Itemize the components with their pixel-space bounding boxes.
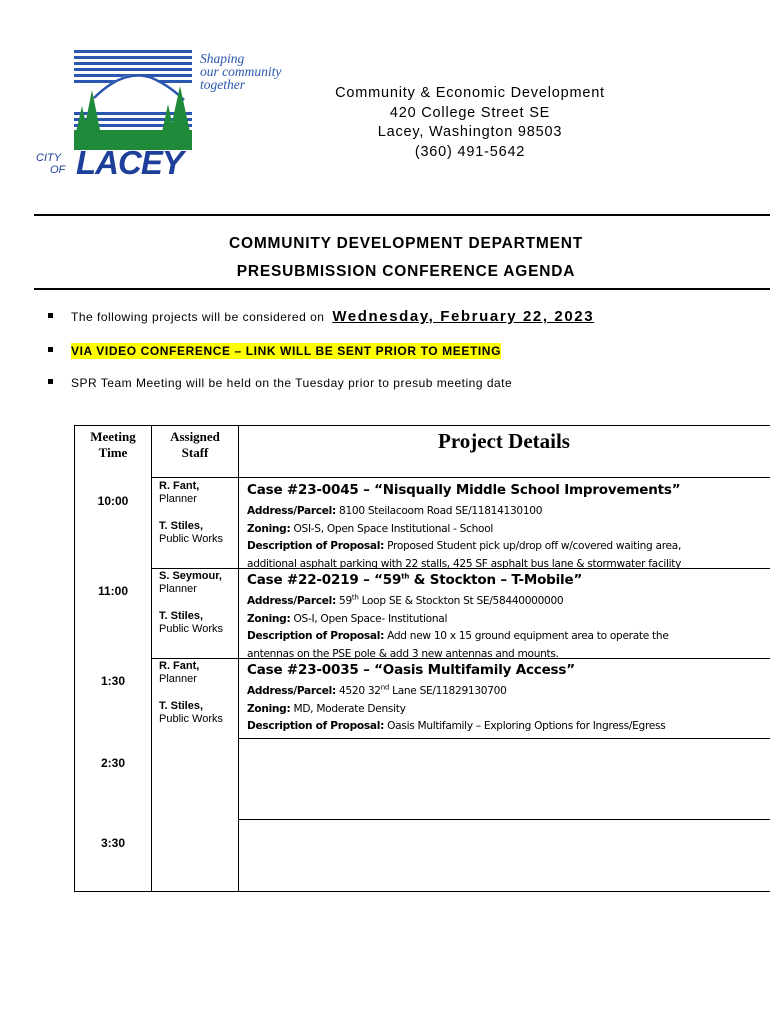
staff-name: T. Stiles,: [159, 700, 204, 712]
project-details: [247, 571, 767, 663]
tagline-line: Shaping: [200, 51, 245, 66]
address-line: 420 College Street SE: [389, 104, 551, 121]
staff-name: T. Stiles,: [159, 610, 204, 622]
zoning: [247, 611, 767, 629]
header-divider: [34, 214, 770, 216]
staff-name: T. Stiles,: [159, 520, 204, 532]
bullet-square-icon: [48, 379, 53, 384]
field-value: Add new 10 x 15 ground equipment area to operate the: [387, 630, 669, 642]
field-label: Address/Parcel:: [247, 685, 336, 697]
meeting-date: Wednesday, February 22, 2023: [332, 308, 595, 325]
row-divider: [238, 738, 770, 739]
project-details: [247, 661, 767, 736]
tagline-line: together: [200, 77, 245, 92]
address-parcel: [247, 683, 767, 701]
proposal-description-cont: additional asphalt parking with 22 stalls, 425 SF asphalt bus lane & stormwater facility: [247, 557, 682, 570]
staff-role: Public Works: [159, 623, 223, 635]
meeting-date-note: [48, 308, 594, 325]
title-divider: [34, 288, 770, 290]
note-text: The following projects will be considered on: [71, 310, 325, 324]
agenda-table: [74, 425, 770, 892]
assigned-staff-header: [153, 429, 237, 461]
project-details-header: Project Details: [438, 429, 570, 453]
logo-city-of: [36, 152, 65, 176]
field-label: Zoning:: [247, 702, 291, 715]
field-label: Description of Proposal:: [247, 720, 385, 732]
header-text: Meeting: [90, 429, 136, 444]
field-value: Lane SE/11829130700: [389, 685, 507, 697]
meeting-time: 11:00: [97, 584, 129, 598]
assigned-staff: [159, 570, 223, 636]
field-value: Loop SE & Stockton St SE/58440000000: [358, 595, 564, 607]
city-logo: [36, 48, 298, 184]
field-value: OS-I, Open Space- Institutional: [293, 612, 448, 625]
address-parcel: [247, 593, 767, 611]
assigned-staff: [159, 660, 223, 726]
header-row-divider: [151, 477, 770, 478]
proposal-description: [247, 718, 767, 736]
header-text: Time: [98, 445, 128, 460]
staff-role: Public Works: [159, 533, 223, 545]
note-text: SPR Team Meeting will be held on the Tuesday prior to presub meeting date: [71, 376, 513, 390]
staff-name: R. Fant,: [159, 480, 200, 492]
field-value: OSI-S, Open Space Institutional - School: [293, 522, 494, 535]
team-meeting-note: [48, 376, 512, 390]
staff-role: Planner: [159, 673, 197, 685]
field-value: 59: [339, 595, 352, 607]
meeting-time: 1:30: [100, 674, 126, 688]
staff-role: Planner: [159, 583, 197, 595]
header-text: Assigned: [170, 429, 220, 444]
address-line: Lacey, Washington 98503: [377, 124, 563, 140]
meeting-time-header: [75, 429, 151, 461]
case-title: Case #23-0035 – “Oasis Multifamily Access”: [247, 662, 575, 678]
meeting-time: 3:30: [100, 836, 126, 850]
staff-role: Public Works: [159, 713, 223, 725]
bullet-square-icon: [48, 313, 53, 318]
row-divider: [238, 819, 770, 820]
field-value: 4520 32: [339, 685, 381, 697]
proposal-description-cont: antennas on the PSE pole & add 3 new antennas and mounts.: [247, 647, 559, 660]
ordinal-suffix: th: [351, 593, 359, 602]
department-title: COMMUNITY DEVELOPMENT DEPARTMENT: [229, 235, 583, 252]
field-label: Address/Parcel:: [247, 505, 336, 517]
case-title-text: & Stockton – T-Mobile”: [409, 572, 583, 588]
field-value: Proposed Student pick up/drop off w/covered waiting area,: [387, 540, 682, 552]
logo-tagline: [200, 52, 281, 91]
field-value: 8100 Steilacoom Road SE/11814130100: [339, 505, 543, 517]
staff-name: R. Fant,: [159, 660, 200, 672]
assigned-staff: [159, 480, 223, 546]
ordinal-suffix: th: [401, 572, 410, 581]
field-label: Address/Parcel:: [247, 595, 336, 607]
field-value: Oasis Multifamily – Exploring Options for Ingress/Egress: [387, 720, 666, 732]
case-title-text: Case #22-0219 – “59: [247, 572, 402, 588]
address-parcel: [247, 503, 767, 521]
field-value: MD, Moderate Density: [293, 702, 406, 715]
meeting-time: 2:30: [100, 756, 126, 770]
header-text: Staff: [181, 445, 209, 460]
project-details: [247, 481, 767, 573]
logo-of-word: OF: [50, 164, 66, 176]
meeting-time: 10:00: [97, 494, 129, 508]
agenda-title: PRESUBMISSION CONFERENCE AGENDA: [236, 263, 576, 280]
logo-city-word: CITY: [36, 152, 62, 164]
tagline-line: our community: [200, 64, 282, 79]
field-label: Zoning:: [247, 522, 291, 535]
bullet-square-icon: [48, 347, 53, 352]
logo-city-name: LACEY: [76, 144, 183, 181]
field-label: Description of Proposal:: [247, 630, 385, 642]
department-address: [300, 84, 640, 162]
address-line: Community & Economic Development: [335, 85, 605, 101]
video-conference-note: [48, 344, 501, 358]
case-title: [247, 571, 767, 590]
staff-role: Planner: [159, 493, 197, 505]
zoning: [247, 521, 767, 539]
proposal-description: [247, 538, 767, 556]
phone-number: (360) 491-5642: [414, 143, 526, 160]
field-label: Zoning:: [247, 612, 291, 625]
proposal-description: [247, 628, 767, 646]
ordinal-suffix: nd: [380, 683, 390, 692]
zoning: [247, 701, 767, 719]
case-title: Case #23-0045 – “Nisqually Middle School Improvements”: [247, 482, 681, 498]
field-label: Description of Proposal:: [247, 540, 385, 552]
highlighted-note-text: VIA VIDEO CONFERENCE – LINK WILL BE SENT PRIOR TO MEETING: [71, 344, 502, 358]
staff-name: S. Seymour,: [159, 570, 222, 582]
